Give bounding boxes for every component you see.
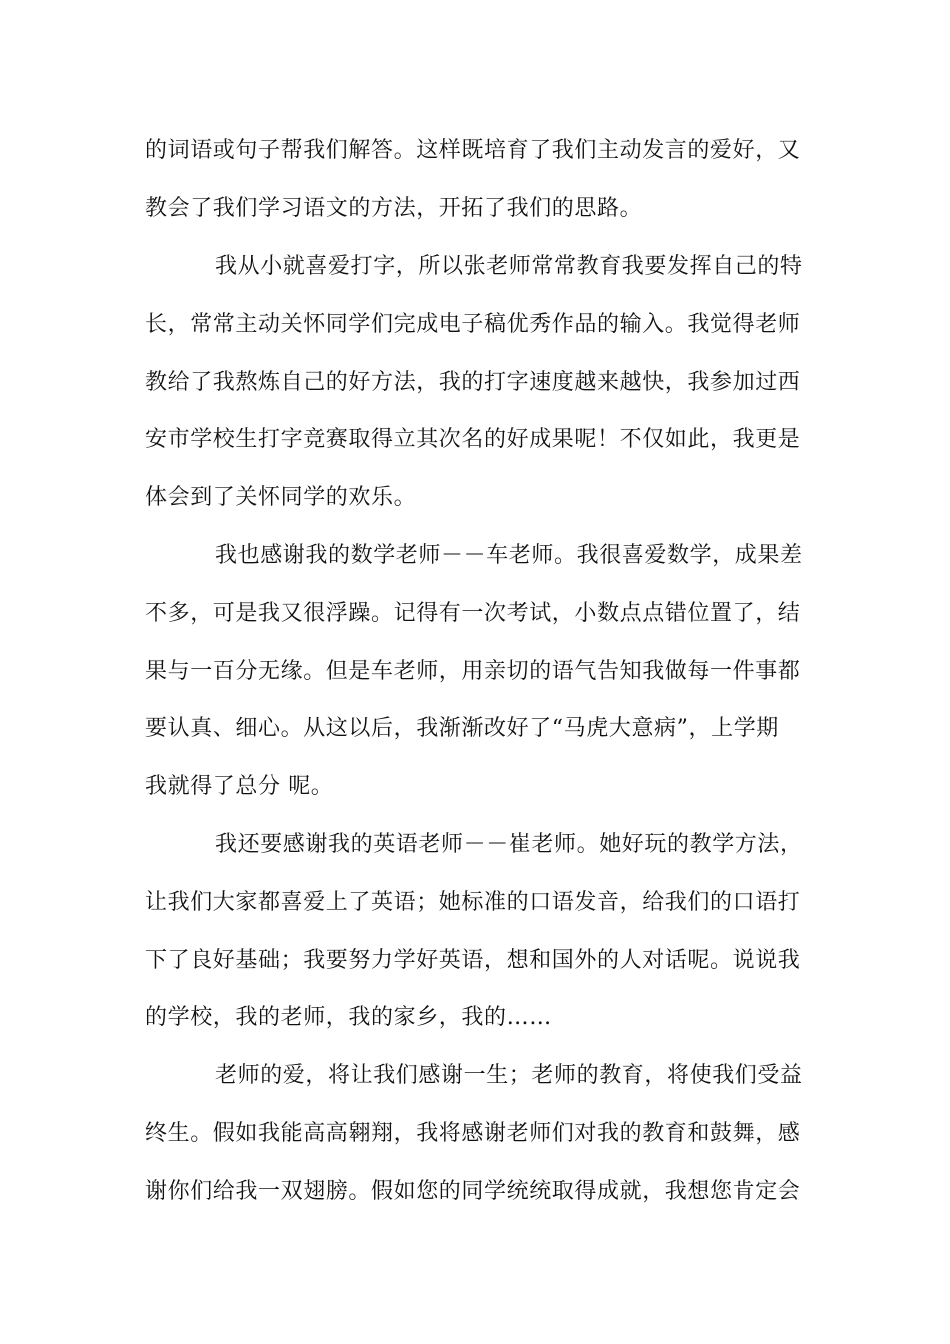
text-line: 教给了我熬炼自己的好方法，我的打字速度越来越快，我参加过西	[145, 370, 801, 395]
text-line: 让我们大家都喜爱上了英语；她标准的口语发音，给我们的口语打	[145, 890, 801, 915]
paragraph-first-line: 老师的爱，将让我们感谢一生；老师的教育，将使我们受益	[215, 1063, 803, 1088]
text-line: 安市学校生打字竞赛取得立其次名的好成果呢！不仅如此，我更是	[145, 427, 801, 452]
text-line: 我就得了总分 呢。	[145, 774, 334, 799]
text-line: 的学校，我的老师，我的家乡，我的……	[145, 1005, 552, 1030]
text-line: 的词语或句子帮我们解答。这样既培育了我们主动发言的爱好，又	[145, 138, 801, 163]
text-line: 终生。假如我能高高翱翔，我将感谢老师们对我的教育和鼓舞，感	[145, 1121, 801, 1146]
paragraph-first-line: 我从小就喜爱打字，所以张老师常常教育我要发挥自己的特	[215, 254, 803, 279]
text-line: 长，常常主动关怀同学们完成电子稿优秀作品的输入。我觉得老师	[145, 312, 801, 337]
paragraph-first-line: 我也感谢我的数学老师－－车老师。我很喜爱数学，成果差	[215, 543, 803, 568]
text-line: 体会到了关怀同学的欢乐。	[145, 485, 417, 510]
text-line: 下了良好基础；我要努力学好英语，想和国外的人对话呢。说说我	[145, 948, 801, 973]
text-line: 要认真、细心。从这以后，我渐渐改好了“马虎大意病”，上学期	[145, 716, 779, 741]
paragraph-first-line: 我还要感谢我的英语老师－－崔老师。她好玩的教学方法，	[215, 832, 803, 857]
text-line: 教会了我们学习语文的方法，开拓了我们的思路。	[145, 196, 643, 221]
text-line: 不多，可是我又很浮躁。记得有一次考试，小数点点错位置了，结	[145, 601, 801, 626]
text-line: 果与一百分无缘。但是车老师，用亲切的语气告知我做每一件事都	[145, 659, 801, 684]
text-line: 谢你们给我一双翅膀。假如您的同学统统取得成就，我想您肯定会	[145, 1179, 801, 1204]
